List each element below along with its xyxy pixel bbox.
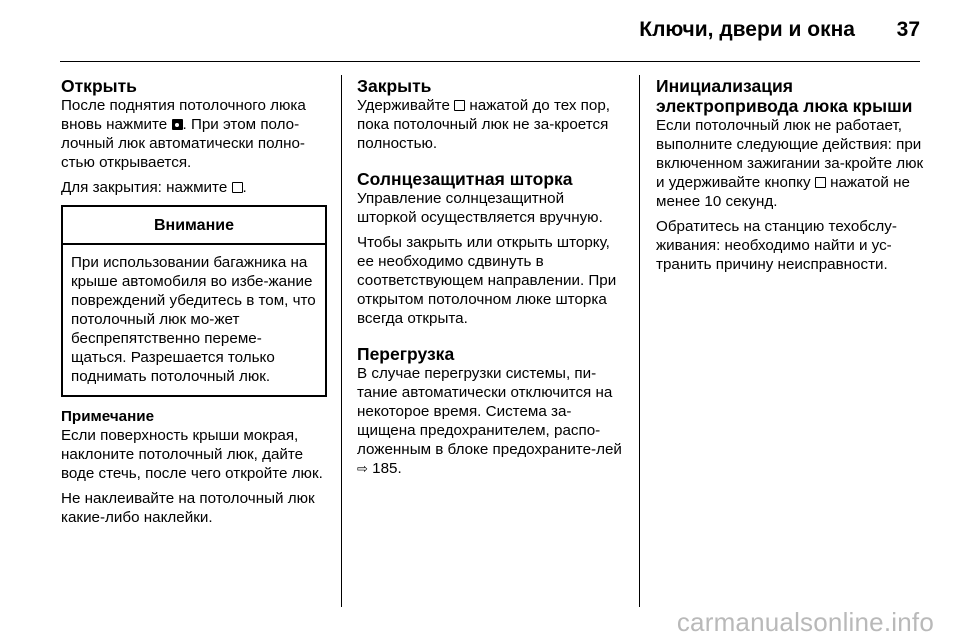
text-close-hint-a: Для закрытия: нажмите	[61, 179, 228, 196]
text-overload: В случае перегрузки системы, пи-тание автоматически отключится на некоторое время. Система за-щищена предохранителем, распо-ложенным в блоке предохраните-лей	[357, 365, 622, 458]
note-title: Примечание	[61, 408, 155, 425]
page-reference-link[interactable]: 185.	[372, 460, 402, 477]
paragraph-close-hint	[61, 178, 327, 197]
paragraph-init-2: Обратитесь на станцию техобслу-живания: необходимо найти и ус-транить причину неисправности.	[656, 218, 897, 273]
text-close-a: Удерживайте	[357, 97, 450, 114]
text-open-1b: . При этом поло-	[182, 116, 300, 133]
note-block	[61, 407, 327, 483]
warning-title: Внимание	[154, 217, 234, 234]
text-init-1b: нажатой не менее 10 секунд.	[656, 174, 910, 210]
text-open-1a: После поднятия потолочного люка вновь нажмите	[61, 97, 306, 133]
heading-sunshade: Солнцезащитная шторка	[357, 169, 573, 189]
heading-overload: Перегрузка	[357, 344, 455, 364]
watermark: carmanualsonline.info	[676, 607, 934, 637]
heading-close: Закрыть	[357, 76, 432, 96]
heading-initialization: Инициализация электропривода люка крыши	[656, 76, 913, 116]
paragraph-sunshade-1: Управление солнцезащитной шторкой осуществляется вручную.	[357, 190, 603, 226]
text-close-hint-b: .	[242, 179, 247, 196]
paragraph-stickers: Не наклеивайте на потолочный люк какие-либо наклейки.	[61, 490, 315, 526]
paragraph-sunshade-2: Чтобы закрыть или открыть шторку, ее необходимо сдвинуть в соответствующем направлении. При открытом потолочном люке шторка всегда открыта.	[357, 234, 617, 327]
text-close-b: нажатой до тех пор, пока потолочный люк не за-кроется полностью.	[357, 97, 611, 152]
warning-box	[61, 205, 327, 397]
header-rule	[60, 61, 920, 62]
paragraph-close	[357, 96, 625, 153]
sunroof-close-button-icon	[232, 182, 243, 193]
heading-open: Открыть	[61, 76, 137, 96]
column-3	[656, 76, 924, 280]
note-body: Если поверхность крыши мокрая, наклоните потолочный люк, дайте воде стечь, после чего откройте люк.	[61, 427, 323, 482]
page-header-title: Ключи, двери и окна	[639, 18, 855, 41]
text-open-1c: лочный люк автоматически полно-стью открывается.	[61, 135, 305, 171]
sunroof-open-button-icon	[172, 119, 183, 130]
sunroof-close-button-icon	[454, 100, 465, 111]
text-init-1a: Если потолочный люк не работает, выполните следующие действия: при включенном зажигании за-кройте люк и удерживайте кнопку	[656, 117, 924, 191]
column-2	[357, 76, 625, 484]
column-divider-1	[341, 75, 342, 607]
warning-body: При использовании багажника на крыше автомобиля во избе-жание повреждений убедитесь в том, что потолочный люк мо-жет беспрепятственно переме-щаться. Разрешается только поднимать потолочный люк.	[71, 254, 316, 385]
paragraph-init-1	[656, 116, 924, 211]
column-1	[61, 76, 327, 533]
sunroof-close-button-icon	[815, 177, 826, 188]
page-reference-arrow-icon: ⇨	[357, 461, 368, 476]
paragraph-overload	[357, 364, 625, 478]
page-number: 37	[896, 18, 920, 41]
paragraph-open-1	[61, 96, 327, 172]
column-divider-2	[639, 75, 640, 607]
